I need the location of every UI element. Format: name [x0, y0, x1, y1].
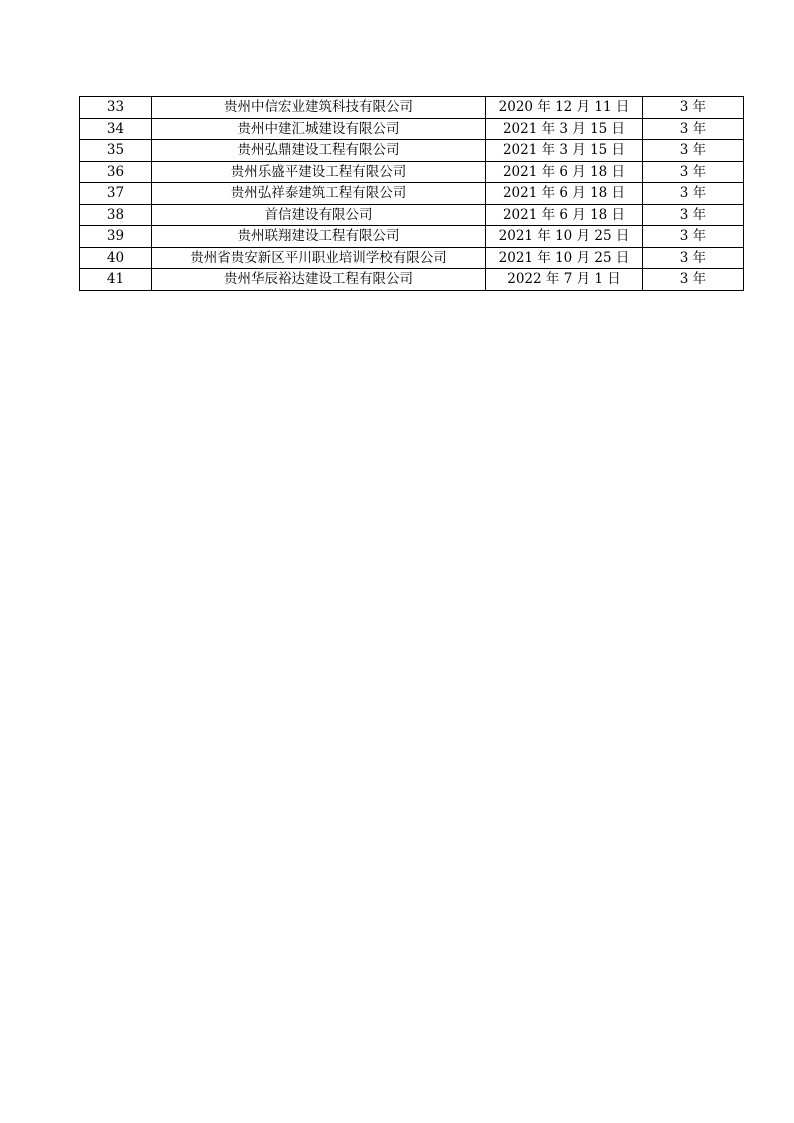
row-number-cell: 35 [80, 140, 152, 162]
term-cell: 3 年 [643, 161, 744, 183]
company-name-cell: 贵州乐盛平建设工程有限公司 [152, 161, 486, 183]
table-row [80, 226, 744, 248]
date-cell: 2021 年 6 月 18 日 [486, 161, 643, 183]
term-cell: 3 年 [643, 226, 744, 248]
row-number-cell: 37 [80, 183, 152, 205]
table-row [80, 269, 744, 291]
company-name-cell: 首信建设有限公司 [152, 204, 486, 226]
company-name-cell: 贵州中信宏业建筑科技有限公司 [152, 97, 486, 119]
row-number-cell: 41 [80, 269, 152, 291]
term-cell: 3 年 [643, 269, 744, 291]
row-number-cell: 39 [80, 226, 152, 248]
company-name-cell: 贵州联翔建设工程有限公司 [152, 226, 486, 248]
date-cell: 2022 年 7 月 1 日 [486, 269, 643, 291]
company-name-cell: 贵州华辰裕达建设工程有限公司 [152, 269, 486, 291]
date-cell: 2021 年 10 月 25 日 [486, 226, 643, 248]
company-name-cell: 贵州弘鼎建设工程有限公司 [152, 140, 486, 162]
date-cell: 2021 年 6 月 18 日 [486, 204, 643, 226]
date-cell: 2021 年 10 月 25 日 [486, 247, 643, 269]
row-number-cell: 34 [80, 118, 152, 140]
term-cell: 3 年 [643, 118, 744, 140]
row-number-cell: 36 [80, 161, 152, 183]
table-row [80, 118, 744, 140]
table-row [80, 140, 744, 162]
row-number-cell: 33 [80, 97, 152, 119]
table-row [80, 97, 744, 119]
term-cell: 3 年 [643, 247, 744, 269]
date-cell: 2020 年 12 月 11 日 [486, 97, 643, 119]
date-cell: 2021 年 3 月 15 日 [486, 140, 643, 162]
company-name-cell: 贵州中建汇城建设有限公司 [152, 118, 486, 140]
term-cell: 3 年 [643, 204, 744, 226]
term-cell: 3 年 [643, 97, 744, 119]
date-cell: 2021 年 3 月 15 日 [486, 118, 643, 140]
row-number-cell: 38 [80, 204, 152, 226]
term-cell: 3 年 [643, 140, 744, 162]
table-row [80, 204, 744, 226]
table-row [80, 247, 744, 269]
table-row [80, 183, 744, 205]
term-cell: 3 年 [643, 183, 744, 205]
table-row [80, 161, 744, 183]
row-number-cell: 40 [80, 247, 152, 269]
company-name-cell: 贵州省贵安新区平川职业培训学校有限公司 [152, 247, 486, 269]
date-cell: 2021 年 6 月 18 日 [486, 183, 643, 205]
company-name-cell: 贵州弘祥泰建筑工程有限公司 [152, 183, 486, 205]
company-roster-table [79, 96, 744, 291]
